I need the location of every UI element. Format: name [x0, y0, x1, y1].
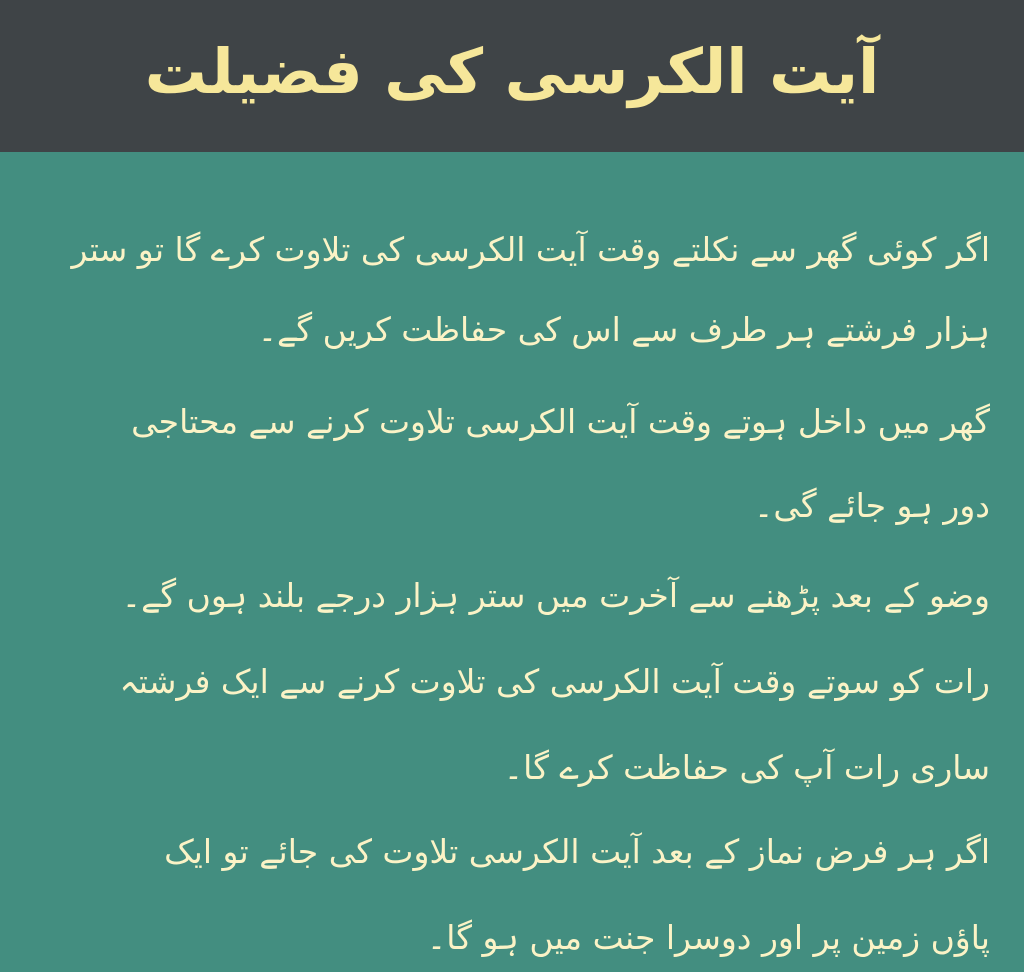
page-title: آیت الکرسی کی فضیلت [144, 35, 880, 108]
text-line: ساری رات آپ کی حفاظت کرے گا۔ [503, 748, 990, 787]
text-line: پاؤں زمین پر اور دوسرا جنت میں ہو گا۔ [426, 918, 990, 957]
text-line: اگر ہر فرض نماز کے بعد آیت الکرسی تلاوت کی جائے تو ایک [164, 832, 990, 871]
text-line: گھر میں داخل ہوتے وقت آیت الکرسی تلاوت کرنے سے محتاجی [131, 402, 990, 441]
header-banner [0, 0, 1024, 152]
text-line: اگر کوئی گھر سے نکلتے وقت آیت الکرسی کی تلاوت کرے گا تو ستر [71, 230, 990, 269]
text-line: رات کو سوتے وقت آیت الکرسی کی تلاوت کرنے سے ایک فرشتہ [119, 662, 990, 701]
text-line: وضو کے بعد پڑھنے سے آخرت میں ستر ہزار درجے بلند ہوں گے۔ [121, 576, 990, 615]
content-panel [0, 152, 1024, 972]
text-line: دور ہو جائے گی۔ [754, 486, 990, 525]
text-line: ہزار فرشتے ہر طرف سے اس کی حفاظت کریں گے۔ [257, 310, 990, 349]
